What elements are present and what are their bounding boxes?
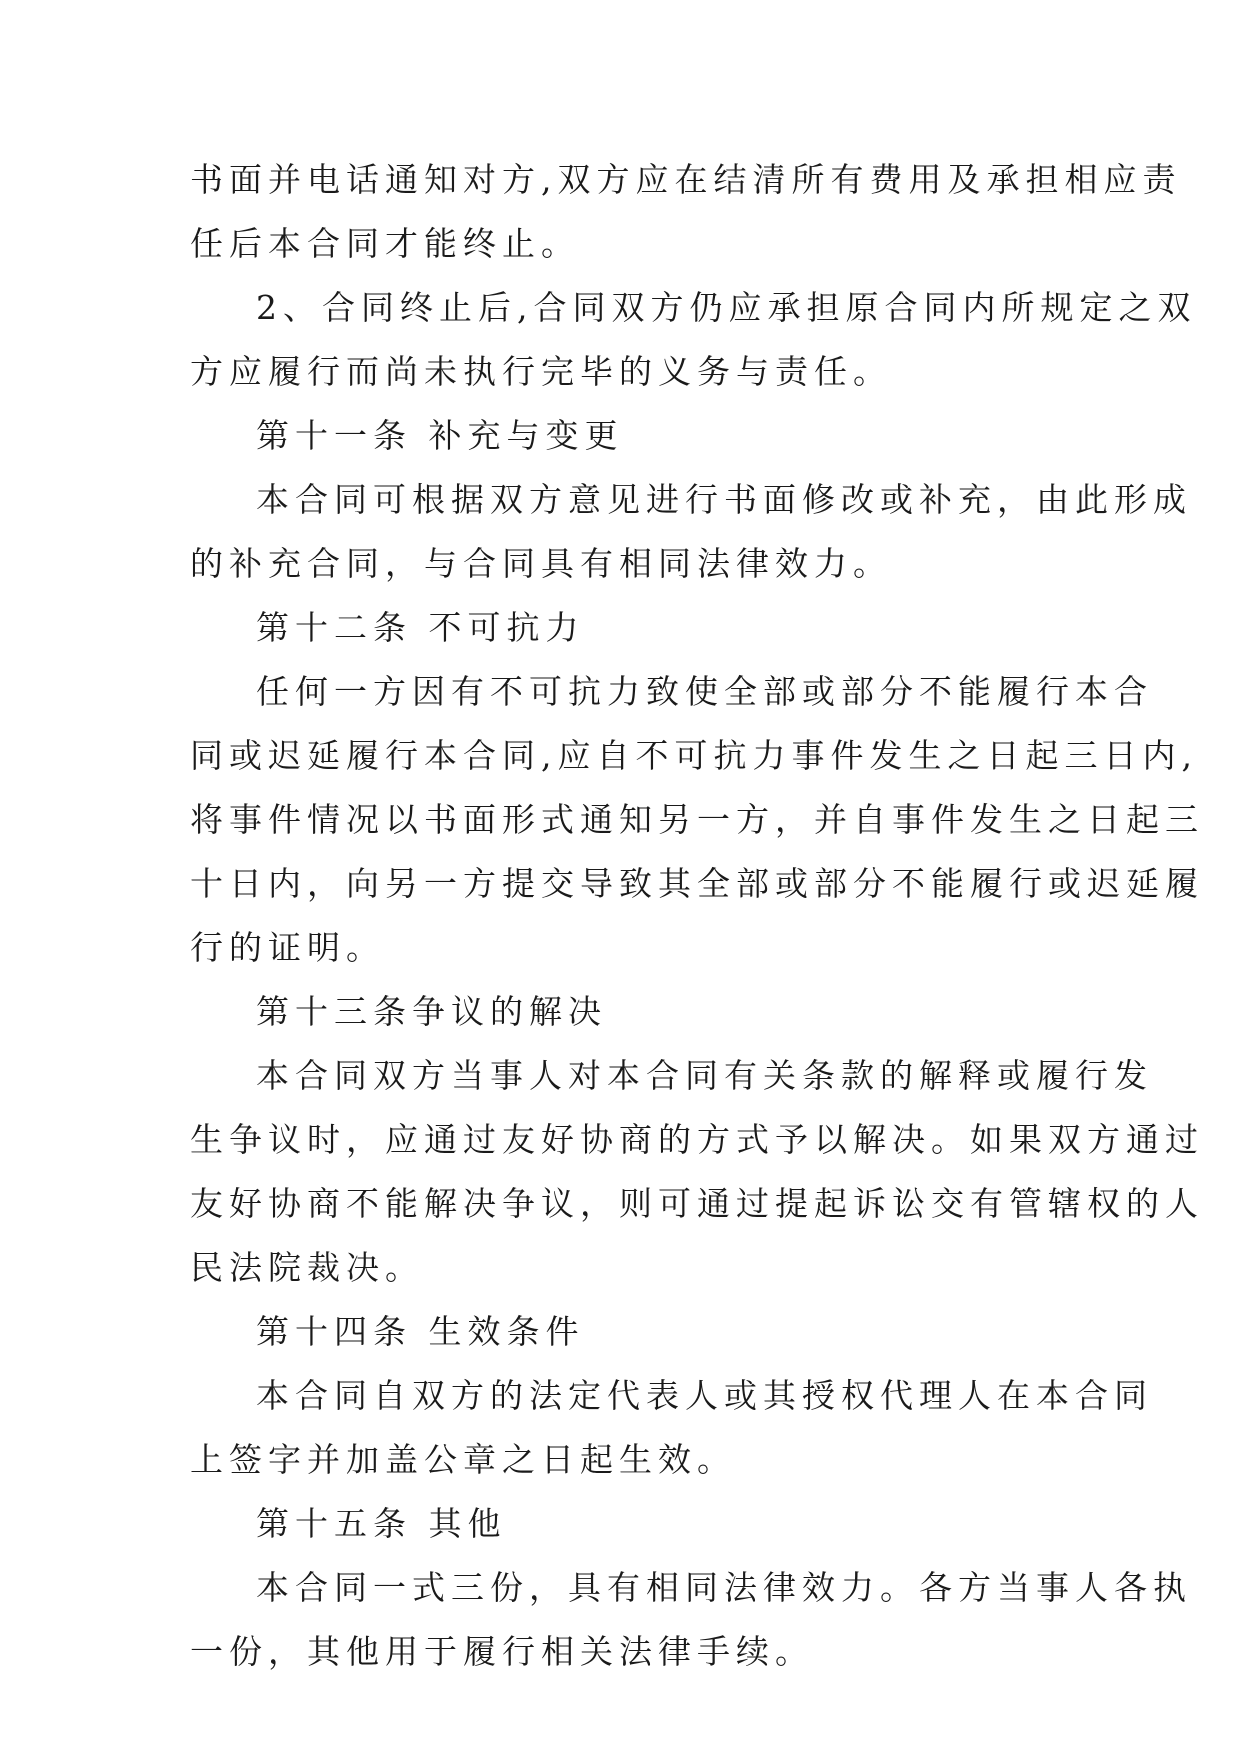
paragraph bbox=[190, 980, 1056, 1044]
text-line: 任后本合同才能终止。 bbox=[190, 224, 580, 263]
text-line: 2、合同终止后,合同双方仍应承担原合同内所规定之双 bbox=[256, 288, 1197, 327]
text-line: 第十二条 不可抗力 bbox=[256, 608, 585, 647]
paragraph bbox=[190, 1300, 1056, 1364]
text-line: 本合同自双方的法定代表人或其授权代理人在本合同 bbox=[256, 1376, 1153, 1415]
text-line: 十日内，向另一方提交导致其全部或部分不能履行或迟延履 bbox=[190, 864, 1204, 903]
text-line: 一份，其他用于履行相关法律手续。 bbox=[190, 1632, 814, 1671]
paragraph bbox=[190, 468, 1192, 596]
document-body bbox=[190, 148, 1204, 1684]
paragraph bbox=[190, 660, 1204, 980]
text-line: 将事件情况以书面形式通知另一方，并自事件发生之日起三 bbox=[190, 800, 1204, 839]
text-line: 书面并电话通知对方,双方应在结清所有费用及承担相应责 bbox=[190, 160, 1182, 199]
text-line: 行的证明。 bbox=[190, 928, 385, 967]
text-line: 第十四条 生效条件 bbox=[256, 1312, 585, 1351]
text-line: 本合同可根据双方意见进行书面修改或补充，由此形成 bbox=[256, 480, 1192, 519]
text-line: 本合同一式三份，具有相同法律效力。各方当事人各执 bbox=[256, 1568, 1192, 1607]
text-line: 的补充合同，与合同具有相同法律效力。 bbox=[190, 544, 892, 583]
text-line: 生争议时，应通过友好协商的方式予以解决。如果双方通过 bbox=[190, 1120, 1204, 1159]
paragraph bbox=[190, 596, 1056, 660]
text-line: 第十一条 补充与变更 bbox=[256, 416, 624, 455]
text-line: 方应履行而尚未执行完毕的义务与责任。 bbox=[190, 352, 892, 391]
paragraph bbox=[190, 1364, 1153, 1492]
paragraph bbox=[190, 1556, 1192, 1684]
text-line: 第十三条争议的解决 bbox=[256, 992, 607, 1031]
paragraph bbox=[190, 148, 1182, 276]
paragraph bbox=[190, 1492, 1056, 1556]
text-line: 本合同双方当事人对本合同有关条款的解释或履行发 bbox=[256, 1056, 1153, 1095]
text-line: 上签字并加盖公章之日起生效。 bbox=[190, 1440, 736, 1479]
text-line: 友好协商不能解决争议，则可通过提起诉讼交有管辖权的人 bbox=[190, 1184, 1204, 1223]
text-line: 同或迟延履行本合同,应自不可抗力事件发生之日起三日内, bbox=[190, 736, 1198, 775]
text-line: 第十五条 其他 bbox=[256, 1504, 507, 1543]
paragraph bbox=[190, 404, 1056, 468]
text-line: 民法院裁决。 bbox=[190, 1248, 424, 1287]
paragraph bbox=[190, 276, 1197, 404]
paragraph bbox=[190, 1044, 1204, 1300]
text-line: 任何一方因有不可抗力致使全部或部分不能履行本合 bbox=[256, 672, 1153, 711]
